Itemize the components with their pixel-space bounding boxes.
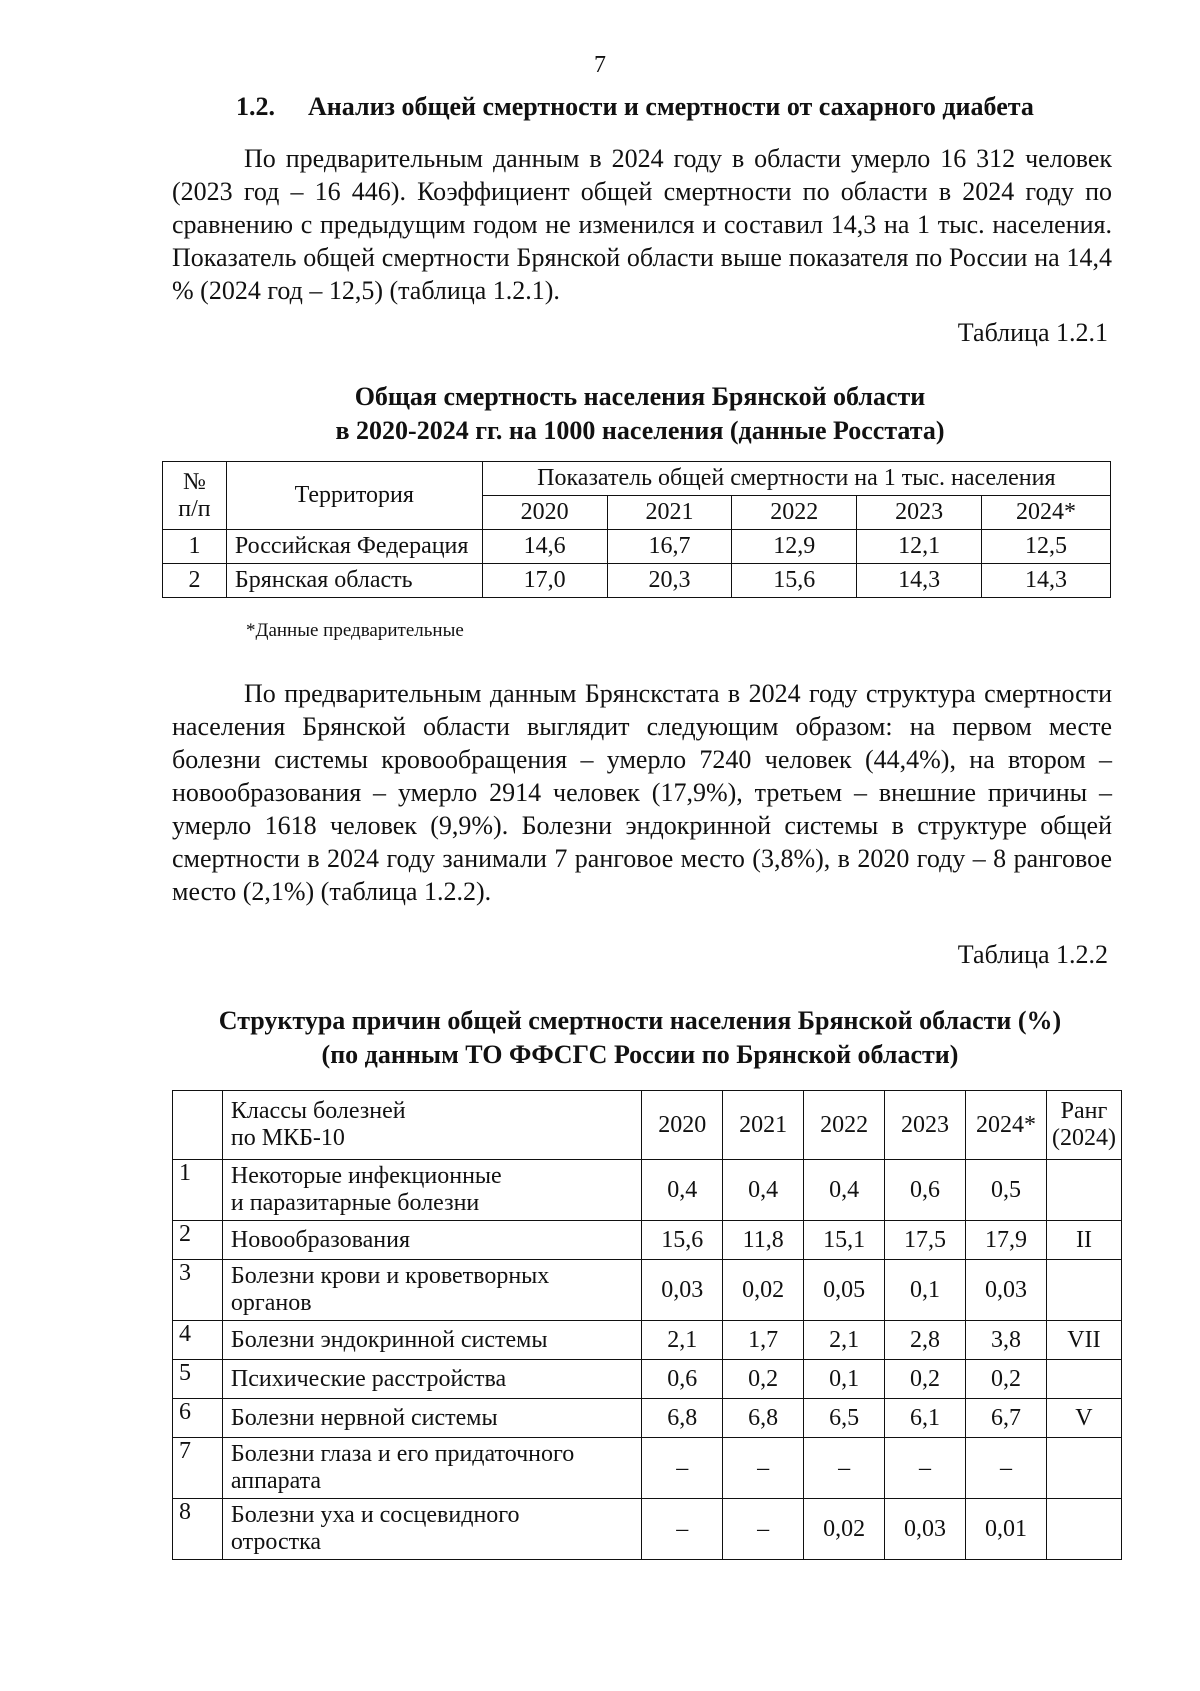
table1-caption-line2: в 2020-2024 гг. на 1000 населения (данные Росстата): [335, 416, 945, 445]
value-cell: 2,1: [642, 1321, 723, 1360]
table2-caption-line1: Структура причин общей смертности населения Брянской области (%): [218, 1006, 1062, 1035]
row-number: 3: [173, 1260, 223, 1321]
disease-class: Болезни нервной системы: [222, 1399, 641, 1438]
table2-header-num: [173, 1091, 223, 1160]
value-cell: 0,05: [804, 1260, 885, 1321]
value-cell: 0,02: [723, 1260, 804, 1321]
value-cell: 0,2: [885, 1360, 966, 1399]
value-cell: 14,3: [857, 564, 982, 598]
row-number: 6: [173, 1399, 223, 1438]
table-row: [173, 1360, 1122, 1399]
rank-cell: VII: [1046, 1321, 1121, 1360]
value-cell: 0,01: [965, 1499, 1046, 1560]
disease-class: Болезни крови и кроветворных органов: [222, 1260, 641, 1321]
rank-cell: [1046, 1360, 1121, 1399]
table-row: [163, 564, 1111, 598]
value-cell: 15,6: [732, 564, 857, 598]
value-cell: –: [642, 1499, 723, 1560]
page-number: 7: [594, 52, 606, 78]
row-number: 1: [173, 1160, 223, 1221]
table2-year-header: 2022: [804, 1091, 885, 1160]
table2-mortality-causes: [172, 1090, 1122, 1560]
paragraph-mortality-overview: По предварительным данным в 2024 году в области умерло 16 312 человек (2023 год – 16 446). Коэффициент общей смертности по области в 2024 году по сравнению с предыдущим годом не изменился и составил 14,3 на 1 тыс. населения. Показатель общей смертности Брянской области выше показателя по России на 14,4 % (2024 год – 12,5) (таблица 1.2.1).: [172, 144, 1112, 305]
disease-class: Психические расстройства: [222, 1360, 641, 1399]
rank-cell: [1046, 1499, 1121, 1560]
value-cell: 17,5: [885, 1221, 966, 1260]
section-heading: [236, 92, 1034, 122]
value-cell: 0,02: [804, 1499, 885, 1560]
value-cell: –: [642, 1438, 723, 1499]
row-number: 5: [173, 1360, 223, 1399]
row-number: 7: [173, 1438, 223, 1499]
disease-class: Болезни эндокринной системы: [222, 1321, 641, 1360]
table-row: [173, 1399, 1122, 1438]
rank-cell: [1046, 1160, 1121, 1221]
rank-cell: [1046, 1438, 1121, 1499]
value-cell: 17,0: [482, 564, 607, 598]
table-row: [173, 1260, 1122, 1321]
table-row: [173, 1160, 1122, 1221]
rank-cell: II: [1046, 1221, 1121, 1260]
value-cell: 6,8: [723, 1399, 804, 1438]
table2-header-row: [173, 1091, 1122, 1160]
value-cell: 0,1: [804, 1360, 885, 1399]
disease-class: Болезни глаза и его придаточного аппарата: [222, 1438, 641, 1499]
disease-class: Болезни уха и сосцевидного отростка: [222, 1499, 641, 1560]
value-cell: –: [804, 1438, 885, 1499]
table-row: [173, 1221, 1122, 1260]
value-cell: 6,1: [885, 1399, 966, 1438]
table1-header-indicator: Показатель общей смертности на 1 тыс. населения: [482, 462, 1110, 496]
row-number: 2: [163, 564, 227, 598]
table1-footnote: *Данные предварительные: [246, 620, 464, 641]
rank-cell: [1046, 1260, 1121, 1321]
value-cell: 2,8: [885, 1321, 966, 1360]
value-cell: 14,6: [482, 530, 607, 564]
value-cell: 0,4: [642, 1160, 723, 1221]
row-number: 4: [173, 1321, 223, 1360]
value-cell: 6,7: [965, 1399, 1046, 1438]
table2-year-header: 2023: [885, 1091, 966, 1160]
value-cell: 3,8: [965, 1321, 1046, 1360]
table1-year-header: 2021: [607, 496, 732, 530]
value-cell: 14,3: [982, 564, 1111, 598]
value-cell: –: [965, 1438, 1046, 1499]
value-cell: 0,6: [642, 1360, 723, 1399]
section-number: 1.2.: [236, 92, 275, 121]
section-title: Анализ общей смертности и смертности от сахарного диабета: [308, 92, 1034, 121]
value-cell: 0,1: [885, 1260, 966, 1321]
table2-header-class: Классы болезней по МКБ-10: [222, 1091, 641, 1160]
value-cell: 0,4: [723, 1160, 804, 1221]
value-cell: 1,7: [723, 1321, 804, 1360]
value-cell: 12,5: [982, 530, 1111, 564]
table2-year-header: 2024*: [965, 1091, 1046, 1160]
disease-class: Новообразования: [222, 1221, 641, 1260]
table1-header-num: № п/п: [163, 462, 227, 530]
value-cell: –: [723, 1438, 804, 1499]
value-cell: 0,4: [804, 1160, 885, 1221]
value-cell: 0,6: [885, 1160, 966, 1221]
value-cell: 6,8: [642, 1399, 723, 1438]
table1-caption-line1: Общая смертность населения Брянской области: [354, 382, 926, 411]
value-cell: 20,3: [607, 564, 732, 598]
table1-label: Таблица 1.2.1: [957, 318, 1108, 347]
table1-year-header: 2024*: [982, 496, 1111, 530]
table-row: [173, 1499, 1122, 1560]
value-cell: 12,9: [732, 530, 857, 564]
value-cell: 0,5: [965, 1160, 1046, 1221]
value-cell: 0,2: [965, 1360, 1046, 1399]
value-cell: 6,5: [804, 1399, 885, 1438]
territory-name: Брянская область: [226, 564, 482, 598]
table-row: [163, 530, 1111, 564]
table1-year-header: 2020: [482, 496, 607, 530]
row-number: 2: [173, 1221, 223, 1260]
table-row: [173, 1438, 1122, 1499]
table-row: [173, 1321, 1122, 1360]
value-cell: 2,1: [804, 1321, 885, 1360]
paragraph-mortality-structure: По предварительным данным Брянскстата в 2024 году структура смертности населения Брянской области выглядит следующим образом: на первом месте болезни системы кровообращения – умерло 7240 человек (44,4%), на втором – новообразования – умерло 2914 человек (17,9%), третьем – внешние причины – умерло 1618 человек (9,9%). Болезни эндокринной системы в структуре общей смертности в 2024 году занимали 7 ранговое место (3,8%), в 2020 году – 8 ранговое место (2,1%) (таблица 1.2.2).: [172, 679, 1112, 906]
value-cell: 0,03: [965, 1260, 1046, 1321]
value-cell: 12,1: [857, 530, 982, 564]
table1-year-header: 2022: [732, 496, 857, 530]
value-cell: 16,7: [607, 530, 732, 564]
disease-class: Некоторые инфекционные и паразитарные болезни: [222, 1160, 641, 1221]
value-cell: 17,9: [965, 1221, 1046, 1260]
table1-general-mortality: [162, 461, 1111, 598]
table1-year-header: 2023: [857, 496, 982, 530]
row-number: 1: [163, 530, 227, 564]
table2-year-header: 2021: [723, 1091, 804, 1160]
value-cell: 11,8: [723, 1221, 804, 1260]
rank-cell: V: [1046, 1399, 1121, 1438]
value-cell: 15,1: [804, 1221, 885, 1260]
value-cell: –: [885, 1438, 966, 1499]
table2-year-header: 2020: [642, 1091, 723, 1160]
table2-header-rank: Ранг (2024): [1046, 1091, 1121, 1160]
value-cell: 0,03: [885, 1499, 966, 1560]
value-cell: 0,03: [642, 1260, 723, 1321]
value-cell: 15,6: [642, 1221, 723, 1260]
value-cell: 0,2: [723, 1360, 804, 1399]
table2-caption: [160, 1004, 1120, 1072]
table1-caption: [160, 380, 1120, 448]
value-cell: –: [723, 1499, 804, 1560]
table1-header-territory: Территория: [226, 462, 482, 530]
territory-name: Российская Федерация: [226, 530, 482, 564]
table2-caption-line2: (по данным ТО ФФСГС России по Брянской области): [321, 1040, 959, 1069]
table2-label: Таблица 1.2.2: [957, 940, 1108, 969]
row-number: 8: [173, 1499, 223, 1560]
